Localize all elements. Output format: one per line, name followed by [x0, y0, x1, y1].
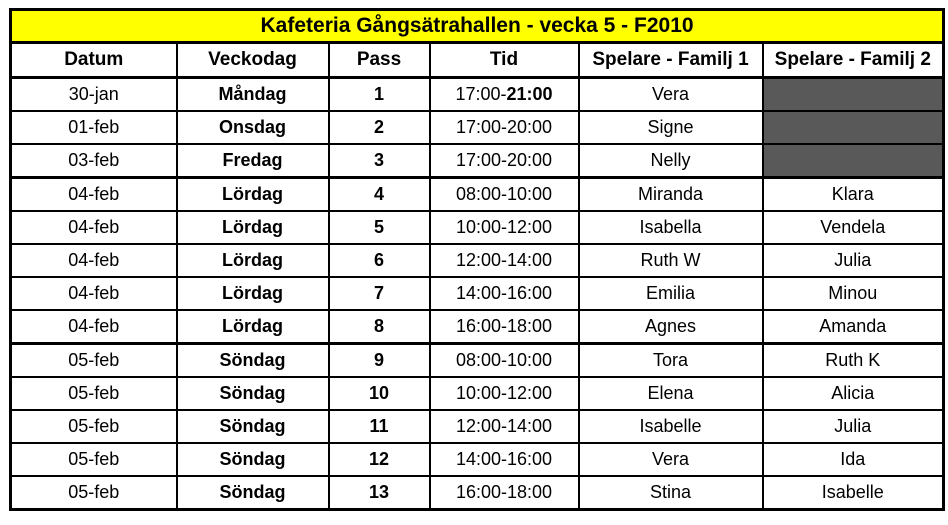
cell-datum: 04-feb [11, 277, 177, 310]
cell-spelare-familj1: Tora [579, 344, 763, 378]
cell-spelare-familj1: Isabella [579, 211, 763, 244]
cell-veckodag: Lördag [177, 310, 329, 344]
tid-bold-text: 21:00 [506, 84, 553, 104]
cell-pass: 13 [329, 476, 430, 510]
cell-datum: 01-feb [11, 111, 177, 144]
column-header-pass: Pass [329, 43, 430, 78]
column-header-veckodag: Veckodag [177, 43, 329, 78]
cell-pass: 10 [329, 377, 430, 410]
cell-veckodag: Söndag [177, 410, 329, 443]
cell-datum: 04-feb [11, 310, 177, 344]
cell-datum: 05-feb [11, 476, 177, 510]
cell-tid [430, 144, 579, 178]
cell-tid [430, 310, 579, 344]
cell-spelare-familj2-blocked [763, 78, 944, 112]
cell-spelare-familj2: Klara [763, 178, 944, 212]
column-header-familj2: Spelare - Familj 2 [763, 43, 944, 78]
table-row [11, 244, 944, 277]
cell-spelare-familj2: Alicia [763, 377, 944, 410]
tid-normal-text: 16:00-18:00 [455, 482, 553, 502]
cell-datum: 04-feb [11, 178, 177, 212]
cell-veckodag: Lördag [177, 178, 329, 212]
cell-datum: 04-feb [11, 211, 177, 244]
table-row [11, 476, 944, 510]
table-row [11, 144, 944, 178]
tid-normal-text: 14:00-16:00 [455, 283, 553, 303]
cell-pass: 4 [329, 178, 430, 212]
cell-spelare-familj1: Emilia [579, 277, 763, 310]
cell-tid [430, 476, 579, 510]
cell-datum: 03-feb [11, 144, 177, 178]
cell-spelare-familj2: Julia [763, 244, 944, 277]
cell-spelare-familj2-blocked [763, 144, 944, 178]
page-title: Kafeteria Gångsätrahallen - vecka 5 - F2010 [11, 10, 944, 43]
cell-spelare-familj2: Julia [763, 410, 944, 443]
cell-tid [430, 244, 579, 277]
cell-pass: 11 [329, 410, 430, 443]
cell-pass: 3 [329, 144, 430, 178]
cell-tid [430, 410, 579, 443]
column-header-datum: Datum [11, 43, 177, 78]
cell-veckodag: Måndag [177, 78, 329, 112]
table-row [11, 377, 944, 410]
column-header-row [11, 43, 944, 78]
cell-pass: 5 [329, 211, 430, 244]
cell-spelare-familj2: Minou [763, 277, 944, 310]
cell-tid [430, 443, 579, 476]
cell-datum: 05-feb [11, 443, 177, 476]
column-header-tid: Tid [430, 43, 579, 78]
title-row [11, 10, 944, 43]
tid-normal-text: 10:00-12:00 [455, 217, 553, 237]
table-row [11, 310, 944, 344]
cell-veckodag: Söndag [177, 344, 329, 378]
table-row [11, 78, 944, 112]
tid-normal-text: 12:00-14:00 [455, 250, 553, 270]
cell-spelare-familj2: Ida [763, 443, 944, 476]
schedule-table [9, 8, 945, 511]
table-row [11, 211, 944, 244]
cell-spelare-familj2: Isabelle [763, 476, 944, 510]
cell-datum: 05-feb [11, 377, 177, 410]
cell-tid [430, 277, 579, 310]
table-row [11, 178, 944, 212]
cell-datum: 05-feb [11, 344, 177, 378]
cell-tid [430, 111, 579, 144]
cell-pass: 1 [329, 78, 430, 112]
cell-spelare-familj2: Vendela [763, 211, 944, 244]
cell-datum: 30-jan [11, 78, 177, 112]
cell-tid [430, 211, 579, 244]
cell-tid [430, 377, 579, 410]
cell-spelare-familj1: Vera [579, 78, 763, 112]
tid-normal-text: 08:00-10:00 [455, 350, 553, 370]
tid-normal-text: 16:00-18:00 [455, 316, 553, 336]
cell-veckodag: Lördag [177, 244, 329, 277]
cell-spelare-familj2-blocked [763, 111, 944, 144]
cell-veckodag: Söndag [177, 443, 329, 476]
table-row [11, 111, 944, 144]
cell-spelare-familj1: Signe [579, 111, 763, 144]
cell-pass: 6 [329, 244, 430, 277]
cell-spelare-familj1: Miranda [579, 178, 763, 212]
tid-normal-text: 08:00-10:00 [455, 184, 553, 204]
cell-spelare-familj1: Vera [579, 443, 763, 476]
column-header-familj1: Spelare - Familj 1 [579, 43, 763, 78]
cell-pass: 7 [329, 277, 430, 310]
cell-spelare-familj1: Elena [579, 377, 763, 410]
cell-veckodag: Fredag [177, 144, 329, 178]
cell-tid [430, 344, 579, 378]
cell-veckodag: Onsdag [177, 111, 329, 144]
cell-spelare-familj2: Amanda [763, 310, 944, 344]
cell-pass: 12 [329, 443, 430, 476]
table-row [11, 344, 944, 378]
tid-normal-text: 14:00-16:00 [455, 449, 553, 469]
cell-veckodag: Lördag [177, 277, 329, 310]
cell-spelare-familj1: Ruth W [579, 244, 763, 277]
table-row [11, 410, 944, 443]
cell-spelare-familj1: Nelly [579, 144, 763, 178]
cell-spelare-familj1: Isabelle [579, 410, 763, 443]
table-row [11, 443, 944, 476]
tid-normal-text: 17:00-20:00 [455, 150, 553, 170]
cell-pass: 8 [329, 310, 430, 344]
cell-spelare-familj2: Ruth K [763, 344, 944, 378]
cell-veckodag: Söndag [177, 476, 329, 510]
cell-spelare-familj1: Stina [579, 476, 763, 510]
tid-normal-text: 10:00-12:00 [455, 383, 553, 403]
cell-veckodag: Söndag [177, 377, 329, 410]
cell-datum: 05-feb [11, 410, 177, 443]
table-row [11, 277, 944, 310]
cell-pass: 2 [329, 111, 430, 144]
tid-normal-text: 12:00-14:00 [455, 416, 553, 436]
cell-pass: 9 [329, 344, 430, 378]
cell-tid [430, 178, 579, 212]
cell-datum: 04-feb [11, 244, 177, 277]
cell-spelare-familj1: Agnes [579, 310, 763, 344]
tid-normal-text: 17:00-20:00 [455, 117, 553, 137]
cell-veckodag: Lördag [177, 211, 329, 244]
tid-normal-text: 17:00- [455, 84, 507, 104]
cell-tid [430, 78, 579, 112]
